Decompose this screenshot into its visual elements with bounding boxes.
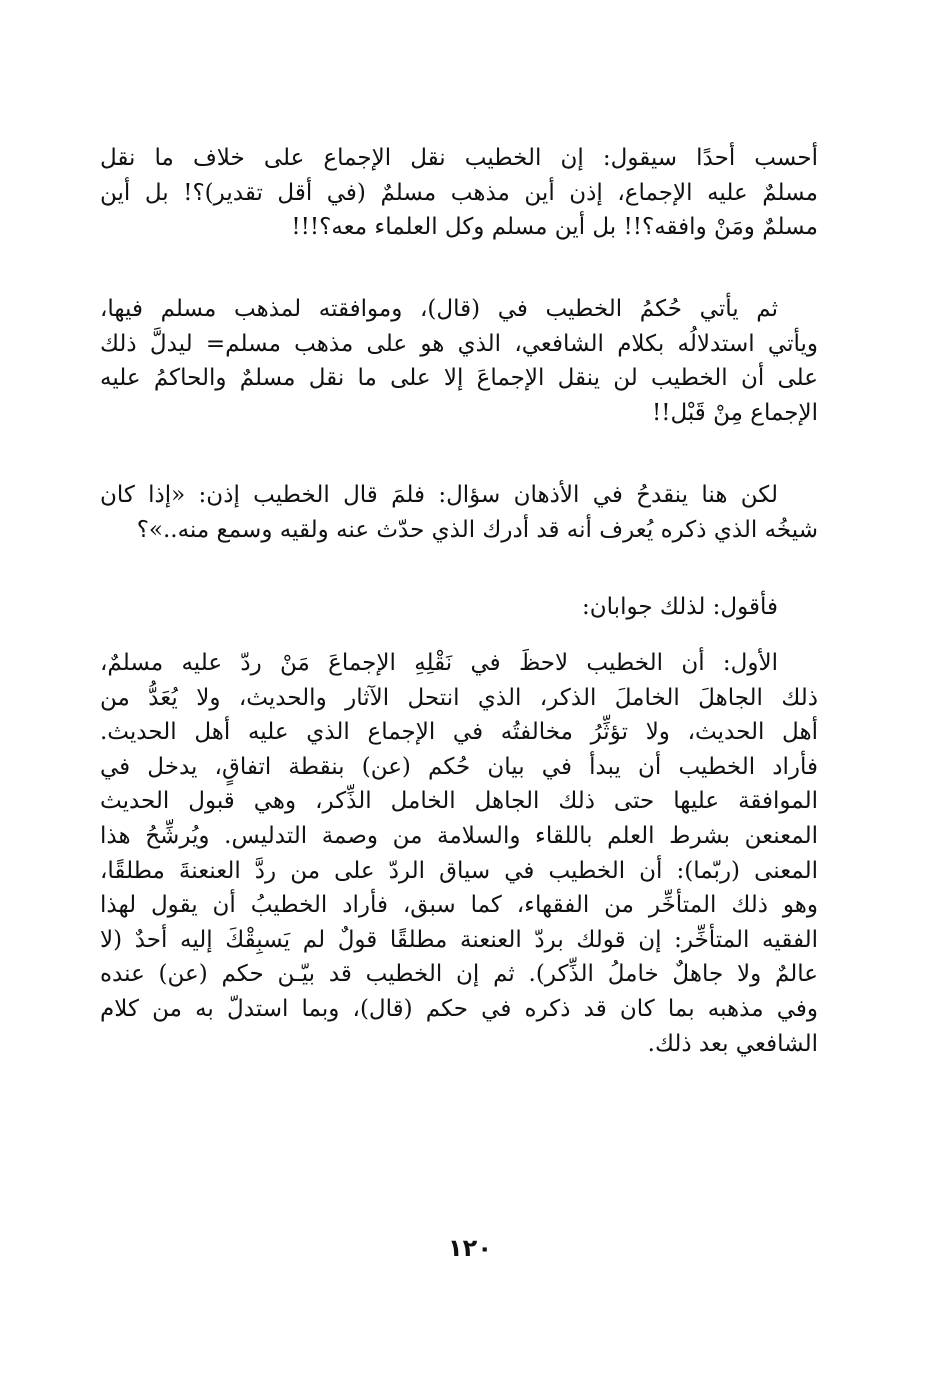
paragraph-5	[100, 646, 818, 1061]
text-line: الإجماع مِنْ قَبْل!!	[651, 399, 818, 426]
paragraph-2	[100, 292, 818, 430]
text-line: شيخُه الذي ذكره يُعرف أنه قد أدرك الذي حدّث عنه ولقيه وسمع منه..»؟	[136, 516, 818, 543]
text-line: المعنى (ربّما): أن الخطيب في سياق الردّ على من ردَّ العنعنةَ مطلقًا،	[100, 857, 818, 884]
text-line: أحسب أحدًا سيقول: إن الخطيب نقل الإجماع على خلاف ما نقل	[100, 145, 818, 171]
text-line: الشافعي بعد ذلك.	[647, 1030, 818, 1057]
text-line: مسلمٌ عليه الإجماع، إذن أين مذهب مسلمٌ (في أقل تقدير)؟! بل أين	[100, 179, 818, 206]
text-line: الأول: أن الخطيب لاحظَ في نَقْلِهِ الإجماعَ مَنْ ردّ عليه مسلمٌ،	[100, 650, 778, 676]
text-line: الموافقة عليها حتى ذلك الجاهل الخامل الذِّكر، وهي قبول الحديث	[100, 788, 818, 815]
text-line: ويأتي استدلالُه بكلام الشافعي، الذي هو على مذهب مسلم= ليدلَّ ذلك	[100, 330, 818, 357]
text-line: عالمٌ ولا جاهلٌ خاملُ الذِّكر). ثم إن الخطيب قد بيّـن حكم (عن) عنده	[100, 961, 818, 988]
text-line: ثم يأتي حُكمُ الخطيب في (قال)، وموافقته لمذهب مسلم فيها،	[100, 296, 778, 322]
text-line: المعنعن بشرط العلم باللقاء والسلامة من وصمة التدليس. ويُرشِّحُ هذا	[100, 822, 818, 849]
text-line: مسلمٌ ومَنْ وافقه؟!! بل أين مسلم وكل العلماء معه؟!!!	[291, 214, 818, 241]
paragraph-1	[100, 141, 818, 245]
text-line: أهل الحديث، ولا تؤثِّرُ مخالفتُه في الإجماع الذي عليه أهل الحديث.	[100, 719, 818, 746]
text-line: ذلك الجاهلَ الخاملَ الذكر، الذي انتحل الآثار والحديث، ولا يُعَدُّ من	[100, 684, 818, 711]
paragraph-3	[100, 478, 818, 547]
text-line: لكن هنا ينقدحُ في الأذهان سؤال: فلمَ قال الخطيب إذن: «إذا كان	[100, 482, 778, 508]
text-line: الفقيه المتأخِّر: إن قولك بردّ العنعنة مطلقًا قولٌ لم يَسبِقْكَ إليه أحدٌ (لا	[100, 926, 818, 953]
text-line: فأقول: لذلك جوابان:	[582, 594, 778, 620]
text-line: فأراد الخطيب أن يبدأ في بيان حُكم (عن) بنقطة اتفاقٍ، يدخل في	[100, 753, 818, 780]
page-number: ١٢٠	[448, 1234, 492, 1262]
text-line: وهو ذلك المتأخِّر من الفقهاء، كما سبق، فأراد الخطيبُ أن يقول لهذا	[100, 892, 818, 919]
paragraph-4	[100, 590, 818, 625]
text-line: على أن الخطيب لن ينقل الإجماعَ إلا على ما نقل مسلمٌ والحاكمُ عليه	[100, 365, 818, 392]
text-line: وفي مذهبه بما كان قد ذكره في حكم (قال)، وبما استدلّ به من كلام	[100, 995, 818, 1022]
